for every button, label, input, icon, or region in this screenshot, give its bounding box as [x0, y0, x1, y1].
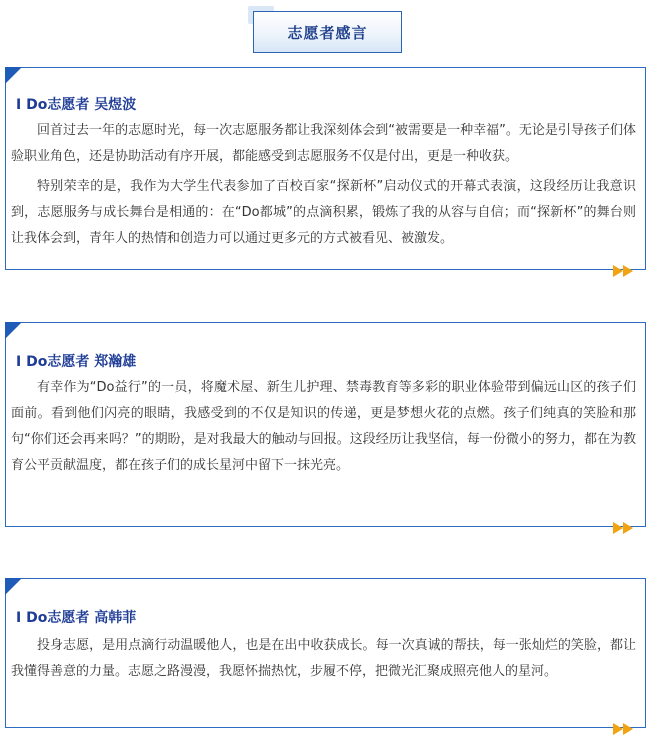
corner-triangle-icon: [5, 578, 22, 595]
double-arrow-icon: [613, 723, 633, 735]
testimonial-paragraph: 有幸作为“Do益行”的一员，将魔术屋、新生儿护理、禁毒教育等多彩的职业体验带到偏远山区的孩子们面前。看到他们闪亮的眼睛，我感受到的不仅是知识的传递，更是梦想火花的点燃。孩子们纯真的笑脸和那句“你们还会再来吗？”的期盼，是对我最大的触动与回报。这段经历让我坚信，每一份微小的努力，都在为教育公平贡献温度，都在孩子们的成长星河中留下一抹光亮。: [11, 380, 636, 473]
volunteer-heading: I Do志愿者 郑瀚雄: [16, 354, 137, 370]
testimonial-paragraph: 回首过去一年的志愿时光，每一次志愿服务都让我深刻体会到“被需要是一种幸福”。无论是引导孩子们体验职业角色，还是协助活动有序开展，都能感受到志愿服务不仅是付出，更是一种收获。: [11, 123, 636, 164]
testimonial-paragraph: 投身志愿，是用点滴行动温暖他人，也是在出中收获成长。每一次真诚的帮扶，每一张灿烂的笑脸，都让我懂得善意的力量。志愿之路漫漫，我愿怀揣热忱，步履不停，把微光汇聚成照亮他人的星河。: [11, 638, 636, 679]
page-title: 志愿者感言: [287, 23, 368, 42]
testimonial-paragraph: 特别荣幸的是，我作为大学生代表参加了百校百家“探新杯”启动仪式的开幕式表演，这段经历让我意识到，志愿服务与成长舞台是相通的：在“Do都城”的点滴积累，锻炼了我的从容与自信；而“探新杯”的舞台则让我体会到，青年人的热情和创造力可以通过更多元的方式被看见、被激发。: [11, 179, 636, 246]
volunteer-heading: I Do志愿者 吴煜波: [16, 97, 137, 113]
corner-triangle-icon: [5, 67, 22, 84]
testimonial-card-1: [5, 67, 646, 270]
testimonial-card-2: [5, 322, 646, 527]
double-arrow-icon: [613, 265, 633, 277]
double-arrow-icon: [613, 522, 633, 534]
testimonial-card-3: [5, 578, 646, 728]
section-title-box: [253, 11, 402, 53]
corner-triangle-icon: [5, 322, 22, 339]
volunteer-heading: I Do志愿者 高韩菲: [16, 610, 137, 626]
